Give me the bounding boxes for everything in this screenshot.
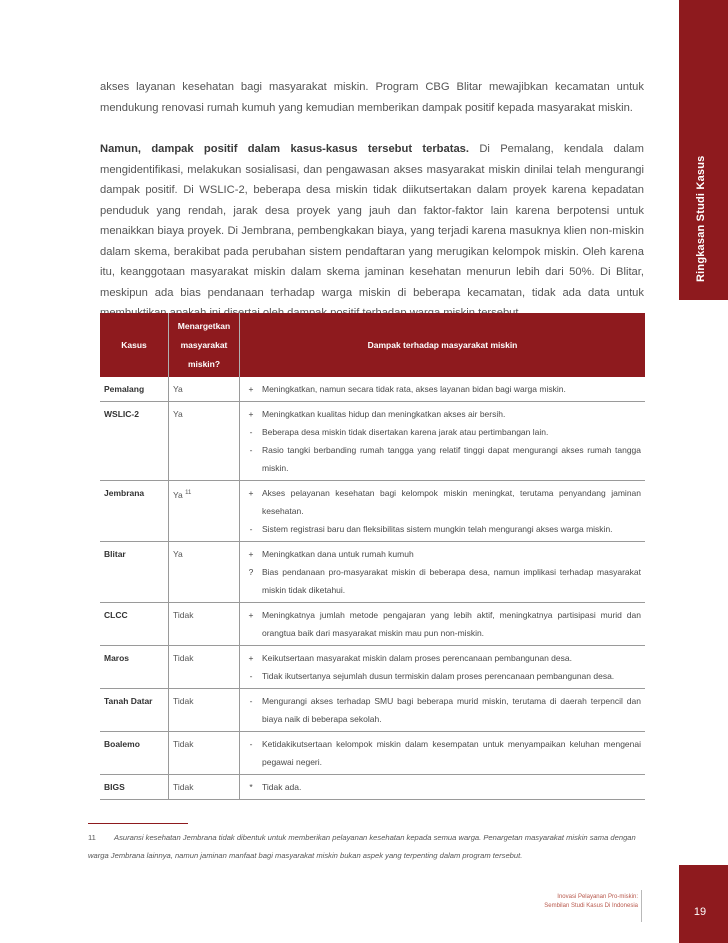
cell-target-value: Tidak xyxy=(173,653,194,663)
impact-symbol: - xyxy=(249,427,253,437)
cell-dampak xyxy=(240,542,646,603)
paragraph-intro: akses layanan kesehatan bagi masyarakat miskin. Program CBG Blitar mewajibkan kecamatan untuk mendukung renovasi rumah kumuh yang kemudian memberikan dampak positif kepada masyarakat miskin. xyxy=(100,81,644,114)
cell-dampak xyxy=(240,603,646,646)
impact-text: Tidak ikutsertanya sejumlah dusun termiskin dalam proses perencanaan pembangunan desa. xyxy=(262,671,615,681)
table-row xyxy=(100,646,645,689)
impact-symbol: + xyxy=(248,549,254,559)
impact-symbol: * xyxy=(249,782,253,792)
impact-text: Bias pendanaan pro-masyarakat miskin di beberapa desa, namun implikasi terhadap masyarakat miskin tidak diketahui. xyxy=(262,567,641,595)
impact-item xyxy=(240,735,641,771)
cell-target xyxy=(169,481,240,542)
impact-text: Mengurangi akses terhadap SMU bagi beberapa murid miskin, terutama di daerah terpencil dan biaya naik di beberapa sekolah. xyxy=(262,696,641,724)
cell-dampak xyxy=(240,402,646,481)
impact-item xyxy=(240,441,641,477)
header-dampak: Dampak terhadap masyarakat miskin xyxy=(240,313,646,377)
footnote-number: 11 xyxy=(88,833,96,842)
impact-item xyxy=(240,563,641,599)
cell-dampak xyxy=(240,481,646,542)
cell-target-value: Tidak xyxy=(173,782,194,792)
table-row xyxy=(100,377,645,402)
impact-item xyxy=(240,380,641,398)
impact-item xyxy=(240,520,641,538)
cell-kasus: Tanah Datar xyxy=(100,689,169,732)
page-number-band xyxy=(679,865,728,943)
impact-symbol: + xyxy=(248,409,254,419)
impact-text: Tidak ada. xyxy=(262,782,302,792)
footer-divider xyxy=(641,890,642,922)
cell-target-value: Ya xyxy=(173,384,183,394)
footer-title-line2: Sembilan Studi Kasus Di Indonesia xyxy=(544,903,638,909)
impact-item xyxy=(240,667,641,685)
cell-dampak xyxy=(240,732,646,775)
footnote-divider xyxy=(88,823,188,824)
cell-target-value: Ya xyxy=(173,489,183,500)
table-row xyxy=(100,402,645,481)
header-kasus: Kasus xyxy=(100,313,169,377)
header-target xyxy=(169,313,240,377)
paragraph-body: Di Pemalang, kendala dalam mengidentifikasi, melakukan sosialisasi, dan pengawasan akses masyarakat miskin dinilai telah mengurangi dampak positif. Di WSLIC-2, beberapa desa miskin tidak diikutsertakan dalam proyek karena kepadatan penduduk yang rendah, jarak desa proyek yang jauh dan faktor-faktor lain karena berpotensi untuk menaikkan biaya proyek. Di Jembrana, pembengkakan biaya, yang terjadi karena masuknya klien non-miskin dalam skema, berakibat pada perubahan sistem pendaftaran yang merugikan kelompok miskin. Oleh karena itu, keanggotaan masyarakat miskin dalam skema jaminan kesehatan menurun lebih dari 50%. Di Blitar, meskipun ada bias pendanaan terhadap warga miskin di beberapa kecamatan, tidak ada data untuk xyxy=(100,143,644,299)
impact-item xyxy=(240,545,641,563)
impact-text: Meningkatkan kualitas hidup dan meningkatkan akses air bersih. xyxy=(262,409,506,419)
impact-text: Sistem registrasi baru dan fleksibilitas sistem mungkin telah mengurangi akses warga miskin. xyxy=(262,524,613,534)
impact-item xyxy=(240,606,641,642)
impact-text: Ketidakikutsertaan kelompok miskin dalam kesempatan untuk menyampaikan keluhan mengenai pegawai negeri. xyxy=(262,739,641,767)
impact-symbol: - xyxy=(249,445,253,455)
cell-dampak xyxy=(240,775,646,800)
cell-target xyxy=(169,402,240,481)
header-target-line2: masyarakat xyxy=(180,339,228,350)
impact-symbol: - xyxy=(249,671,253,681)
impact-symbol: + xyxy=(248,488,254,498)
impact-table xyxy=(100,313,645,800)
cell-target-value: Ya xyxy=(173,549,183,559)
impact-text: Rasio tangki berbanding rumah tangga yang relatif tinggi dapat mengurangi akses rumah tangga miskin. xyxy=(262,445,641,473)
cell-kasus: Pemalang xyxy=(100,377,169,402)
impact-symbol: - xyxy=(249,524,253,534)
footnote-text: Asuransi kesehatan Jembrana tidak dibentuk untuk memberikan pelayanan kesehatan kepada semua warga. Penargetan masyarakat miskin sama dengan warga Jembrana lainnya, namun jaminan manfaat bagi masyarakat miskin bukan aspek yang terpenting dalam program tersebut. xyxy=(88,833,636,860)
cell-target xyxy=(169,603,240,646)
impact-symbol: + xyxy=(248,384,254,394)
impact-text: Beberapa desa miskin tidak disertakan karena jarak atau pertimbangan lain. xyxy=(262,427,549,437)
cell-target xyxy=(169,646,240,689)
table-row xyxy=(100,732,645,775)
header-target-line1: Menargetkan xyxy=(177,320,231,331)
impact-item xyxy=(240,778,641,796)
header-target-line3: miskin? xyxy=(187,358,221,369)
footnote-ref: 11 xyxy=(185,490,192,496)
impact-symbol: - xyxy=(249,696,253,706)
cell-dampak xyxy=(240,689,646,732)
impact-item xyxy=(240,692,641,728)
impact-symbol: + xyxy=(248,653,254,663)
cell-target xyxy=(169,732,240,775)
footnote xyxy=(88,829,644,865)
impact-item xyxy=(240,484,641,520)
impact-text: Meningkatkan dana untuk rumah kumuh xyxy=(262,549,414,559)
impact-text: Meningkatkan, namun secara tidak rata, akses layanan bidan bagi warga miskin. xyxy=(262,384,566,394)
impact-symbol: - xyxy=(249,739,253,749)
cell-kasus: Jembrana xyxy=(100,481,169,542)
paragraph-lead-sentence: Namun, dampak positif dalam kasus-kasus tersebut terbatas. xyxy=(100,143,470,155)
table-row xyxy=(100,775,645,800)
cell-target-value: Tidak xyxy=(173,739,194,749)
cell-target xyxy=(169,775,240,800)
table-row xyxy=(100,689,645,732)
impact-text: Meningkatnya jumlah metode pengajaran yang lebih aktif, meningkatnya partisipasi murid dan orangtua baik dari masyarakat miskin mau pun non-miskin. xyxy=(262,610,641,638)
table-body xyxy=(100,377,645,800)
impact-symbol: ? xyxy=(248,567,254,577)
impact-text: Akses pelayanan kesehatan bagi kelompok miskin meningkat, terutama penyandang jaminan kesehatan. xyxy=(262,488,641,516)
cell-kasus: Blitar xyxy=(100,542,169,603)
table-row xyxy=(100,542,645,603)
cell-dampak xyxy=(240,646,646,689)
cell-target-value: Ya xyxy=(173,409,183,419)
impact-symbol: + xyxy=(248,610,254,620)
cell-target xyxy=(169,689,240,732)
cell-kasus: BIGS xyxy=(100,775,169,800)
cell-target-value: Tidak xyxy=(173,696,194,706)
table-row xyxy=(100,603,645,646)
impact-text: Keikutsertaan masyarakat miskin dalam proses perencanaan pembangunan desa. xyxy=(262,653,572,663)
page-number: 19 xyxy=(693,906,707,918)
cell-kasus: CLCC xyxy=(100,603,169,646)
cell-target xyxy=(169,377,240,402)
cell-target-value: Tidak xyxy=(173,610,194,620)
section-side-label: Ringkasan Studi Kasus xyxy=(695,155,707,282)
cell-target xyxy=(169,542,240,603)
table-row xyxy=(100,481,645,542)
impact-item xyxy=(240,649,641,667)
cell-dampak xyxy=(240,377,646,402)
impact-item xyxy=(240,405,641,423)
table-header-row xyxy=(100,313,645,377)
footer-title-line1: Inovasi Pelayanan Pro-miskin: xyxy=(557,894,638,900)
impact-item xyxy=(240,423,641,441)
paragraph-impact-limited xyxy=(100,139,644,324)
footer-book-title xyxy=(544,893,638,911)
cell-kasus: Boalemo xyxy=(100,732,169,775)
cell-kasus: Maros xyxy=(100,646,169,689)
cell-kasus: WSLIC-2 xyxy=(100,402,169,481)
